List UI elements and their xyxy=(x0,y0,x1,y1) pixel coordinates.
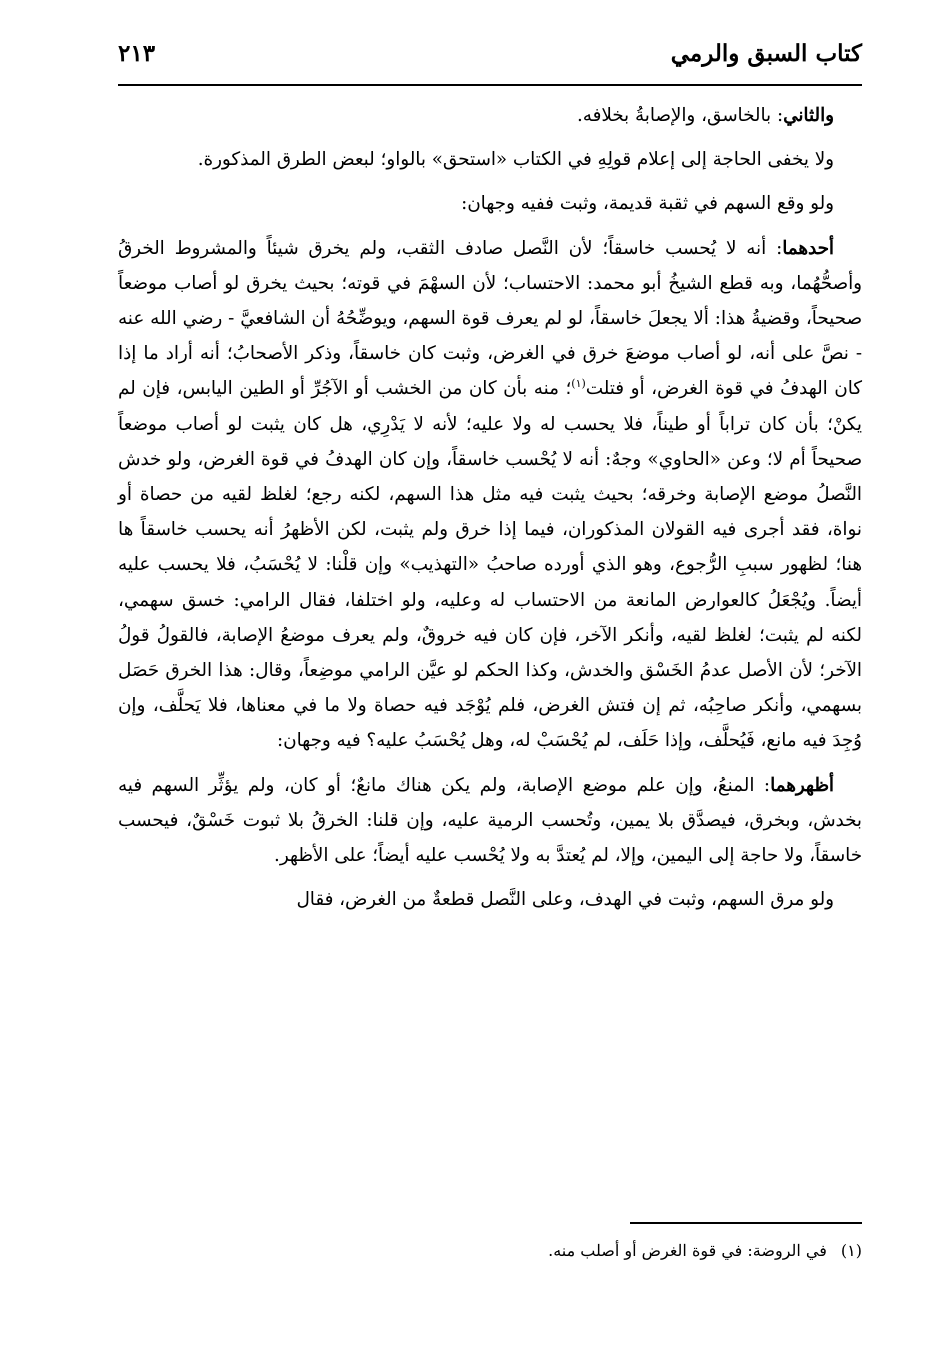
paragraph-text: ؛ منه بأن كان من الخشب أو الآجُرِّ أو الطين اليابس، فإن لم يكنْ؛ بأن كان تراباً أو طيناً، فلا يحسب له ولا عليه؛ لأنه لا يَدْرِي، هل كان يثبت لو أصاب موضعاً صحيحاً أم لا؛ وعن «الحاوي» وجهٌ: أنه لا يُحْسب خاسقاً، وإن كان الهدفُ في قوة الغرض، ولو خدش النَّصلُ موضع الإصابة وخرقه؛ بحيث يثبت فيه مثل هذا السهم، لكنه رجع؛ لغلظ لقيه من حصاة أو نواة، فقد أجرى فيه القولان المذكوران، فيما إذا خرق ولم يثبت، لكن الأظهرُ أنه يحسب خاسقاً ها هنا؛ لظهور سببِ الرُّجوع، وهو الذي أورده صاحبُ «التهذيب» وإن قلْنا: لا يُحْسَبُ، فلا يحسب عليه أيضاً. ويُجْعَلُ كالعوارض المانعة من الاحتساب له وعليه، ولو اختلفا، فقال الرامي: خسق سهمي، لكنه لم يثبت؛ لغلظ لقيه، وأنكر الآخر، فإن كان فيه خروقٌ، ولم يعرف موضعُ الإصابة، فالقولُ قولُ الآخر؛ لأن الأصل عدمُ الخَسْق والخدش، وكذا الحكم لو عيَّن الرامي موضِعاً، وقال: هذا الخرق حَصَل بسهمي، وأنكر صاحِبُه، ثم إن فتش الغرض، فلم يُوْجَد فيه حصاة ولا ما في معناها، فلا يَحلَّف، وإن وُجِدَ فيه مانع، فَيُحلَّف، وإذا حَلَف، لم يُحْسَبْ له، وهل يُحْسَبُ عليه؟ فيه وجهان: xyxy=(118,378,862,752)
footnote-text: في الروضة: في قوة الغرض أو أصلب منه. xyxy=(548,1241,827,1260)
footnote-reference[interactable]: (١) xyxy=(571,377,586,391)
paragraph xyxy=(118,186,862,221)
paragraph-lead: أحدهما xyxy=(782,237,834,259)
paragraph-text: ولا يخفى الحاجة إلى إعلام قولِهِ في الكتاب «استحق» بالواو؛ لبعض الطرق المذكورة. xyxy=(197,149,834,171)
footnote xyxy=(118,1236,862,1266)
paragraph-text: ولو وقع السهم في ثقبة قديمة، وثبت ففيه وجهان: xyxy=(461,193,834,215)
paragraph-text: ولو مرق السهم، وثبت في الهدف، وعلى النَّصل قطعةٌ من الغرض، فقال xyxy=(296,889,834,911)
paragraph xyxy=(118,882,862,917)
paragraph xyxy=(118,768,862,874)
paragraph-lead: والثاني xyxy=(783,105,834,126)
paragraph-text: : بالخاسق، والإصابةُ بخلافه. xyxy=(576,105,784,126)
paragraph xyxy=(118,98,862,133)
main-text xyxy=(118,98,862,926)
paragraph xyxy=(118,142,862,177)
paragraph-text: : أنه لا يُحسب خاسقاً؛ لأن النَّصل صادف الثقب، ولم يخرق شيئاً والمشروط الخرقُ وأصحُّهُما، وبه قطع الشيخُ أبو محمد: الاحتساب؛ لأن السهْمَ في قوته؛ بحيث يخرق لو أصاب موضعاً صحيحاً، وقضيةُ هذا: ألا يجعلَ خاسقاً، لو لم يعرف قوة السهم، ويوضِّحُهُ أن الشافعيَّ - رضي الله عنه - نصَّ على أنه، لو أصاب موضعَ خرق في الغرض، وثبت كان خاسقاً، وذكر الأصحابُ؛ أنه أراد ما إذا كان الهدفُ في قوة الغرض، أو فتلت xyxy=(118,237,862,400)
paragraph-lead: أظهرهما xyxy=(770,774,834,796)
page-header xyxy=(118,36,862,86)
footnote-number: (١) xyxy=(840,1241,862,1260)
running-title: كتاب السبق والرمي xyxy=(670,40,862,67)
footnote-divider xyxy=(630,1222,862,1224)
paragraph-text: : المنعُ، وإن علم موضع الإصابة، ولم يكن هناك مانعٌ؛ أو كان، ولم يؤثِّر السهم فيه بخدش، وبخرق، فيصدَّق بلا يمين، وتُحسب الرمية عليه، وإن قلنا: الخرقُ بلا ثبوت خَسْقٌ، فيحسب خاسقاً، ولا حاجة إلى اليمين، وإلا، لم يُعتدَّ به ولا يُحْسب عليه أيضاً؛ على الأظهر. xyxy=(118,774,862,867)
page-number: ٢١٣ xyxy=(118,40,156,67)
paragraph xyxy=(118,231,862,759)
